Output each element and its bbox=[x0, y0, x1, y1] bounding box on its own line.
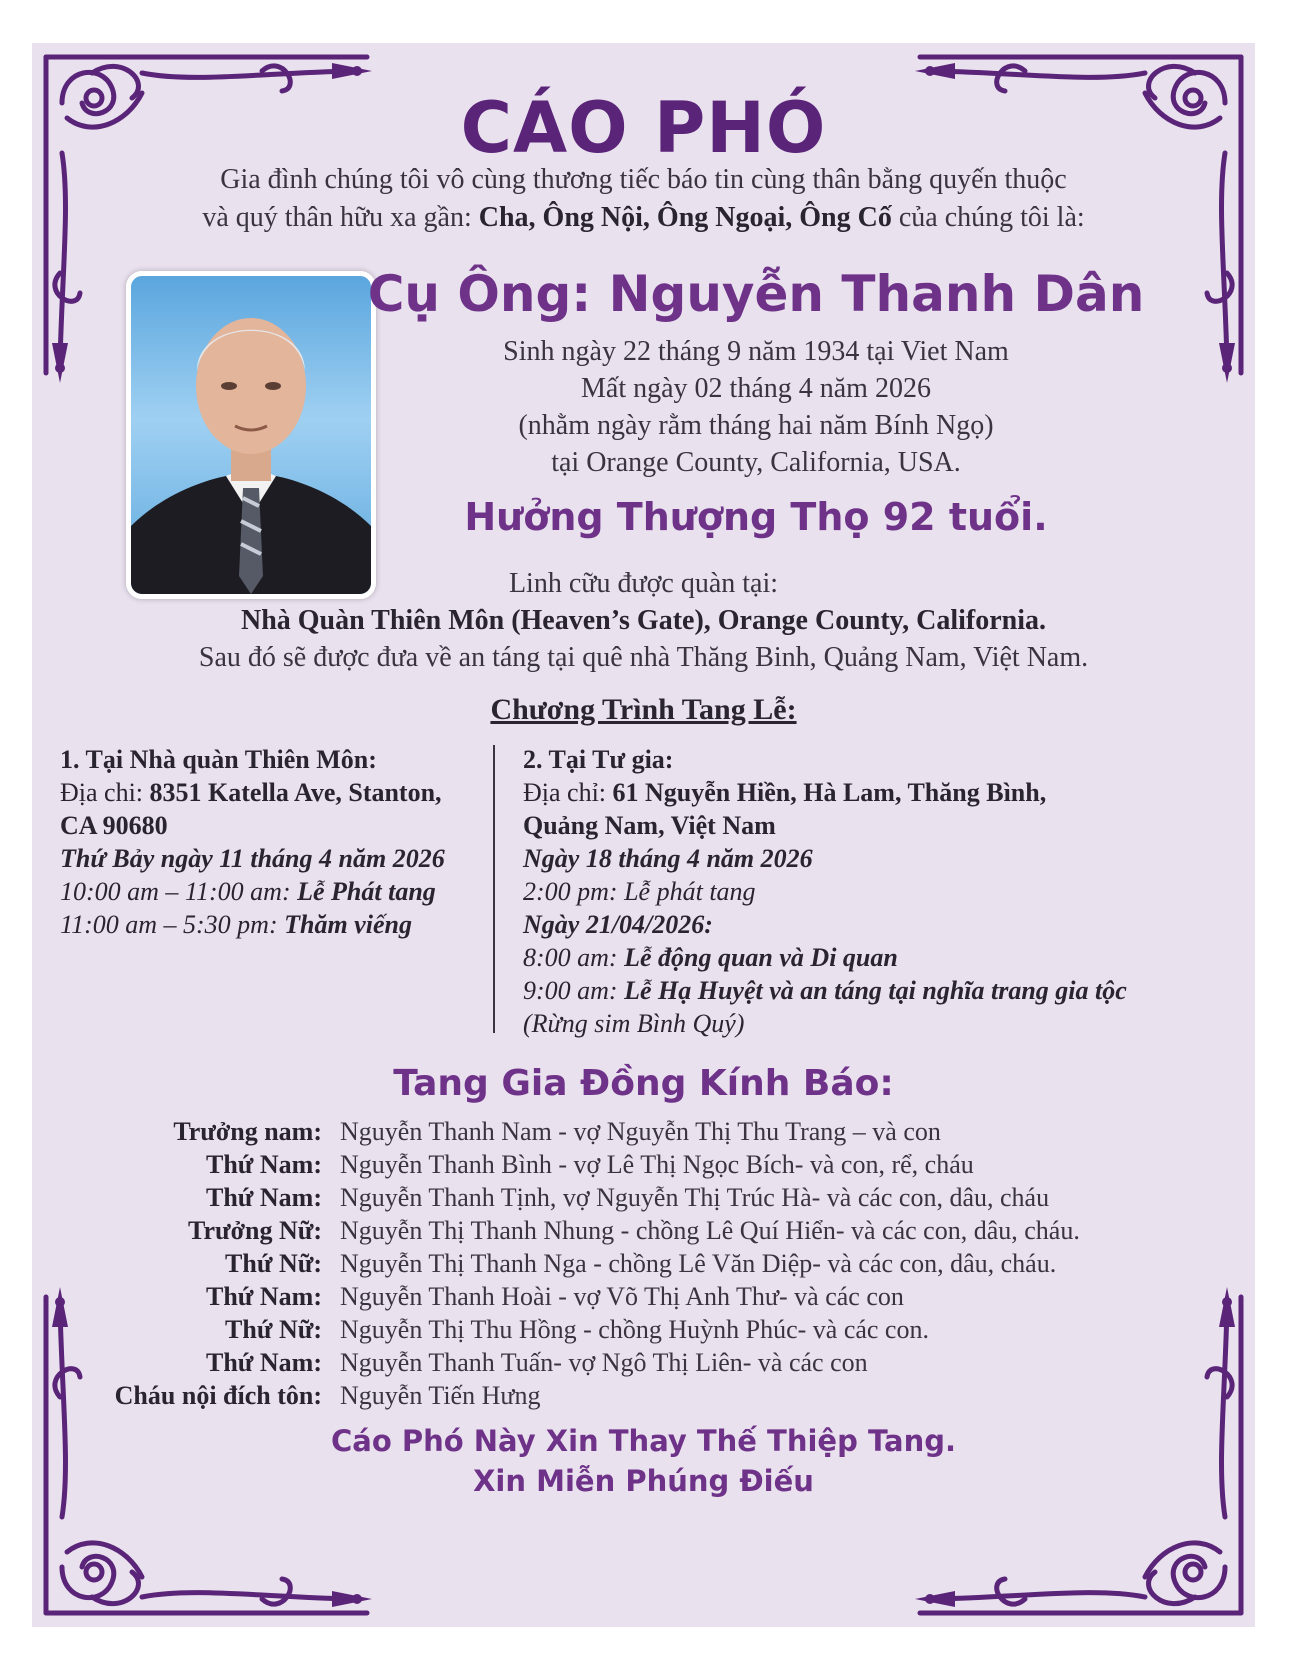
family-row bbox=[72, 1148, 1222, 1181]
family-member: Nguyễn Thanh Hoài - vợ Võ Thị Anh Thư- và các con bbox=[340, 1282, 904, 1311]
family-role: Thứ Nam: bbox=[206, 1150, 322, 1179]
viewing-line-1: Linh cữu được quàn tại: bbox=[508, 568, 779, 599]
family-member: Nguyễn Thanh Tịnh, vợ Nguyễn Thị Trúc Hà- và các con, dâu, cháu bbox=[340, 1183, 1050, 1212]
family-member: Nguyễn Thanh Tuấn- vợ Ngô Thị Liên- và các con bbox=[340, 1348, 868, 1377]
family-role: Thứ Nữ: bbox=[225, 1315, 322, 1344]
intro-line-2-prefix: và quý thân hữu xa gần: bbox=[202, 202, 479, 233]
address-line-1: 8351 Katella Ave, Stanton, bbox=[149, 778, 442, 807]
family-role: Thứ Nam: bbox=[206, 1183, 322, 1212]
family-row bbox=[72, 1346, 1222, 1379]
intro-text bbox=[32, 161, 1255, 237]
intro-relations: Cha, Ông Nội, Ông Ngoại, Ông Cố bbox=[478, 202, 892, 233]
intro-line-1: Gia đình chúng tôi vô cùng thương tiếc báo tin cùng thân bằng quyến thuộc bbox=[220, 164, 1067, 195]
family-row bbox=[72, 1181, 1222, 1214]
family-home-heading: 2. Tại Tư gia: bbox=[523, 745, 674, 774]
family-row bbox=[72, 1115, 1222, 1148]
family-title: Tang Gia Đồng Kính Báo: bbox=[393, 1063, 894, 1104]
event-name: Lễ Phát tang bbox=[297, 877, 436, 906]
event-time: 11:00 am – 5:30 pm: bbox=[60, 910, 285, 939]
funeral-home-address bbox=[60, 776, 480, 809]
family-list bbox=[72, 1115, 1222, 1412]
intro-line-2 bbox=[32, 199, 1255, 237]
program-title: Chương Trình Tang Lễ: bbox=[490, 693, 797, 726]
viewing-location bbox=[32, 565, 1255, 676]
closing-note bbox=[32, 1421, 1255, 1501]
page-title: CÁO PHÓ bbox=[460, 87, 827, 169]
family-member: Nguyễn Thị Thanh Nhung - chồng Lê Quí Hiển- và các con, dâu, cháu. bbox=[340, 1216, 1080, 1245]
address-line-1: 61 Nguyễn Hiền, Hà Lam, Thăng Bình, bbox=[612, 778, 1047, 807]
funeral-home-heading: 1. Tại Nhà quàn Thiên Môn: bbox=[60, 745, 377, 774]
event-row bbox=[60, 875, 480, 908]
intro-line-2-suffix: của chúng tôi là: bbox=[891, 202, 1085, 233]
family-member: Nguyễn Thanh Bình - vợ Lê Thị Ngọc Bích- và con, rể, cháu bbox=[340, 1150, 974, 1179]
family-home-address bbox=[523, 776, 1243, 809]
event-row bbox=[523, 941, 1243, 974]
deceased-age: Hưởng Thượng Thọ 92 tuổi. bbox=[464, 495, 1048, 539]
family-member: Nguyễn Thị Thanh Nga - chồng Lê Văn Diệp- và các con, dâu, cháu. bbox=[340, 1249, 1057, 1278]
family-role: Cháu nội đích tôn: bbox=[114, 1381, 322, 1410]
family-home-date-2: Ngày 21/04/2026: bbox=[523, 910, 713, 939]
viewing-funeral-home: Nhà Quàn Thiên Môn (Heaven’s Gate), Orange County, California. bbox=[240, 605, 1047, 636]
death-date: Mất ngày 02 tháng 4 năm 2026 bbox=[581, 373, 931, 404]
family-member: Nguyễn Tiến Hưng bbox=[340, 1381, 541, 1410]
program-funeral-home bbox=[60, 743, 480, 941]
family-row bbox=[72, 1214, 1222, 1247]
deceased-portrait bbox=[126, 271, 376, 599]
family-row bbox=[72, 1280, 1222, 1313]
family-role: Thứ Nam: bbox=[206, 1282, 322, 1311]
obituary-card bbox=[32, 43, 1255, 1627]
event-note: (Rừng sim Bình Quý) bbox=[523, 1009, 745, 1038]
funeral-home-date: Thứ Bảy ngày 11 tháng 4 năm 2026 bbox=[60, 844, 445, 873]
event-row: 2:00 pm: Lễ phát tang bbox=[523, 877, 756, 906]
event-time: 9:00 am: bbox=[523, 976, 625, 1005]
closing-line-2: Xin Miễn Phúng Điếu bbox=[473, 1464, 814, 1498]
event-row bbox=[523, 974, 1243, 1007]
family-role: Trưởng nam: bbox=[173, 1117, 322, 1146]
column-divider bbox=[493, 745, 495, 1033]
family-home-date-1: Ngày 18 tháng 4 năm 2026 bbox=[523, 844, 813, 873]
lunar-date: (nhằm ngày rằm tháng hai năm Bính Ngọ) bbox=[518, 410, 994, 441]
birth-date: Sinh ngày 22 tháng 9 năm 1934 tại Viet Nam bbox=[503, 336, 1009, 367]
family-row bbox=[72, 1313, 1222, 1346]
address-label: Địa chi: bbox=[60, 778, 150, 807]
death-place: tại Orange County, California, USA. bbox=[551, 447, 961, 478]
event-name: Lễ Hạ Huyệt và an táng tại nghĩa trang gia tộc bbox=[624, 976, 1127, 1005]
event-name: Thăm viếng bbox=[284, 910, 412, 939]
deceased-dates bbox=[350, 333, 1162, 481]
family-role: Trưởng Nữ: bbox=[188, 1216, 322, 1245]
event-row bbox=[60, 908, 480, 941]
event-name: Lễ động quan và Di quan bbox=[624, 943, 898, 972]
address-label: Địa chỉ: bbox=[523, 778, 613, 807]
event-time: 10:00 am – 11:00 am: bbox=[60, 877, 298, 906]
family-row bbox=[72, 1379, 1222, 1412]
event-time: 8:00 am: bbox=[523, 943, 625, 972]
program-family-home bbox=[523, 743, 1243, 1040]
family-row bbox=[72, 1247, 1222, 1280]
family-role: Thứ Nam: bbox=[206, 1348, 322, 1377]
burial-note: Sau đó sẽ được đưa về an táng tại quê nhà Thăng Binh, Quảng Nam, Việt Nam. bbox=[198, 642, 1089, 673]
address-line-2: CA 90680 bbox=[60, 811, 168, 840]
deceased-name: Cụ Ông: Nguyễn Thanh Dân bbox=[367, 265, 1145, 323]
family-role: Thứ Nữ: bbox=[225, 1249, 322, 1278]
family-member: Nguyễn Thị Thu Hồng - chồng Huỳnh Phúc- và các con. bbox=[340, 1315, 929, 1344]
address-line-2: Quảng Nam, Việt Nam bbox=[523, 811, 776, 840]
family-member: Nguyễn Thanh Nam - vợ Nguyễn Thị Thu Trang – và con bbox=[340, 1117, 941, 1146]
closing-line-1: Cáo Phó Này Xin Thay Thế Thiệp Tang. bbox=[330, 1424, 956, 1458]
